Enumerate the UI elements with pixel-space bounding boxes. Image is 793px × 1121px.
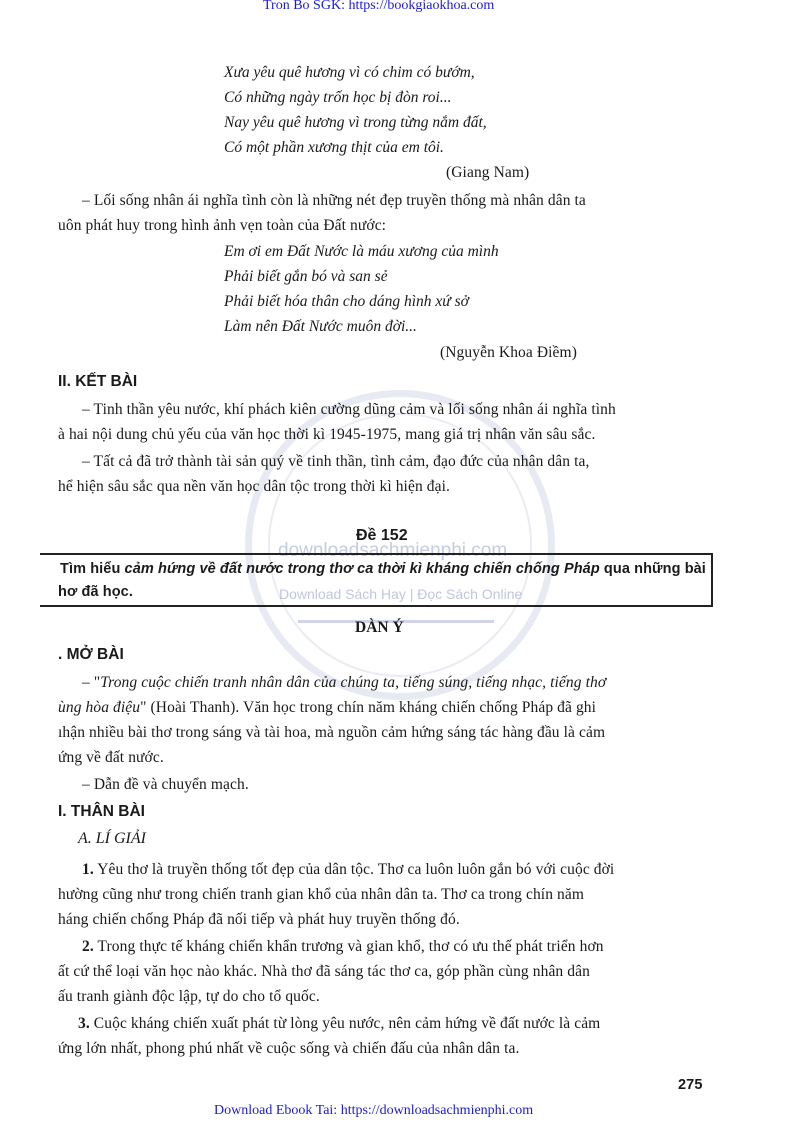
- poem2-author: (Nguyễn Khoa Điềm): [440, 344, 577, 361]
- item3-line-1: [78, 1015, 600, 1033]
- mo-bai-line-4: ứng về đất nước.: [58, 749, 164, 766]
- mo-bai-quote-source: " (Hoài Thanh). Văn học trong chín năm kháng chiến chống Pháp đã ghi: [140, 699, 597, 716]
- page-number: 275: [678, 1077, 703, 1093]
- task-line-1: [60, 561, 706, 577]
- item3-line-2: ứng lớn nhất, phong phú nhất về cuộc sống và chiến đấu của nhân dân ta.: [58, 1040, 520, 1057]
- task-line-1-a: Tìm hiểu: [60, 561, 125, 577]
- than-bai-subheading: A. LÍ GIẢI: [78, 830, 146, 847]
- task-line-2: hơ đã học.: [58, 584, 133, 600]
- footer-link[interactable]: Download Ebook Tai: https://downloadsachmienphi.com: [214, 1103, 534, 1118]
- mo-bai-heading: . MỞ BÀI: [58, 646, 124, 663]
- poem1-line-1: Xưa yêu quê hương vì có chim có bướm,: [224, 64, 475, 81]
- item2-number: 2.: [82, 938, 94, 955]
- poem1-line-3: Nay yêu quê hương vì trong từng nắm đất,: [224, 114, 487, 131]
- poem2-line-3: Phải biết hóa thân cho dáng hình xứ sở: [224, 293, 469, 310]
- task-line-1-c: qua những bài: [599, 561, 706, 577]
- poem2-line-1: Em ơi em Đất Nước là máu xương của mình: [224, 243, 499, 260]
- mo-bai-line-3: ıhận nhiều bài thơ trong sáng và tài hoa, mà nguồn cảm hứng sáng tác hàng đầu là cảm: [58, 724, 606, 741]
- than-bai-heading: I. THÂN BÀI: [58, 803, 145, 820]
- mo-bai-quote-text: Trong cuộc chiến tranh nhân dân của chúng ta, tiếng súng, tiếng nhạc, tiếng thơ: [100, 674, 607, 691]
- para1-line-1: – Lối sống nhân ái nghĩa tình còn là những nét đẹp truyền thống mà nhân dân ta: [82, 192, 586, 209]
- item1-text-1: Yêu thơ là truyền thống tốt đẹp của dân tộc. Thơ ca luôn luôn gắn bó với cuộc đời: [93, 861, 615, 878]
- mo-bai-line-2: [58, 699, 596, 717]
- ket-bai-heading: II. KẾT BÀI: [58, 373, 138, 390]
- poem2-line-4: Làm nên Đất Nước muôn đời...: [224, 318, 417, 335]
- item1-number: 1.: [82, 861, 94, 878]
- ket-bai-para2-line-2: hể hiện sâu sắc qua nền văn học dân tộc trong thời kì hiện đại.: [58, 478, 450, 495]
- para1-line-2: uôn phát huy trong hình ảnh vẹn toàn của Đất nước:: [58, 217, 387, 234]
- item2-text-1: Trong thực tế kháng chiến khẩn trương và gian khổ, thơ có ưu thế phát triển hơn: [93, 938, 604, 955]
- header-link[interactable]: Tron Bo SGK: https://bookgiaokhoa.com: [263, 0, 495, 13]
- ket-bai-para1-line-2: à hai nội dung chủ yếu của văn học thời kì 1945-1975, mang giá trị nhân văn sâu sắc.: [58, 426, 596, 443]
- mo-bai-line-5: – Dẫn đề và chuyển mạch.: [82, 776, 249, 793]
- item1-line-1: [82, 861, 614, 879]
- mo-bai-quote-open: – ": [82, 674, 101, 691]
- poem1-line-4: Có một phần xương thịt của em tôi.: [224, 139, 444, 156]
- item1-line-3: háng chiến chống Pháp đã nối tiếp và phát huy truyền thống đó.: [58, 911, 460, 928]
- item2-line-3: ấu tranh giành độc lập, tự do cho tổ quốc.: [58, 988, 320, 1005]
- task-line-1-topic: cảm hứng về đất nước trong thơ ca thời kì kháng chiến chống Pháp: [124, 561, 600, 577]
- mo-bai-quote-end: ùng hòa điệu: [58, 699, 141, 716]
- watermark-site: downloadsachmienphi.com: [278, 540, 508, 561]
- mo-bai-line-1: [82, 674, 606, 692]
- item1-line-2: hường cũng như trong chiến tranh gian khổ của nhân dân ta. Thơ ca trong chín năm: [58, 886, 585, 903]
- item2-line-2: ất cứ thể loại văn học nào khác. Nhà thơ đã sáng tác thơ ca, góp phần cùng nhân dân: [58, 963, 590, 980]
- outline-title: DÀN Ý: [355, 619, 404, 636]
- item3-text-1: Cuộc kháng chiến xuất phát từ lòng yêu nước, nên cảm hứng về đất nước là cảm: [89, 1015, 601, 1032]
- item3-number: 3.: [78, 1015, 90, 1032]
- poem1-author: (Giang Nam): [446, 164, 530, 181]
- poem2-line-2: Phải biết gắn bó và san sẻ: [224, 268, 388, 285]
- de-title: Đề 152: [356, 527, 408, 544]
- ket-bai-para2-line-1: – Tất cả đã trở thành tài sản quý về tinh thần, tình cảm, đạo đức của nhân dân ta,: [82, 453, 590, 470]
- item2-line-1: [82, 938, 604, 956]
- watermark-tagline: Download Sách Hay | Đọc Sách Online: [279, 586, 523, 602]
- ket-bai-para1-line-1: – Tinh thần yêu nước, khí phách kiên cường dũng cảm và lối sống nhân ái nghĩa tình: [82, 401, 616, 418]
- poem1-line-2: Có những ngày trốn học bị đòn roi...: [224, 89, 452, 106]
